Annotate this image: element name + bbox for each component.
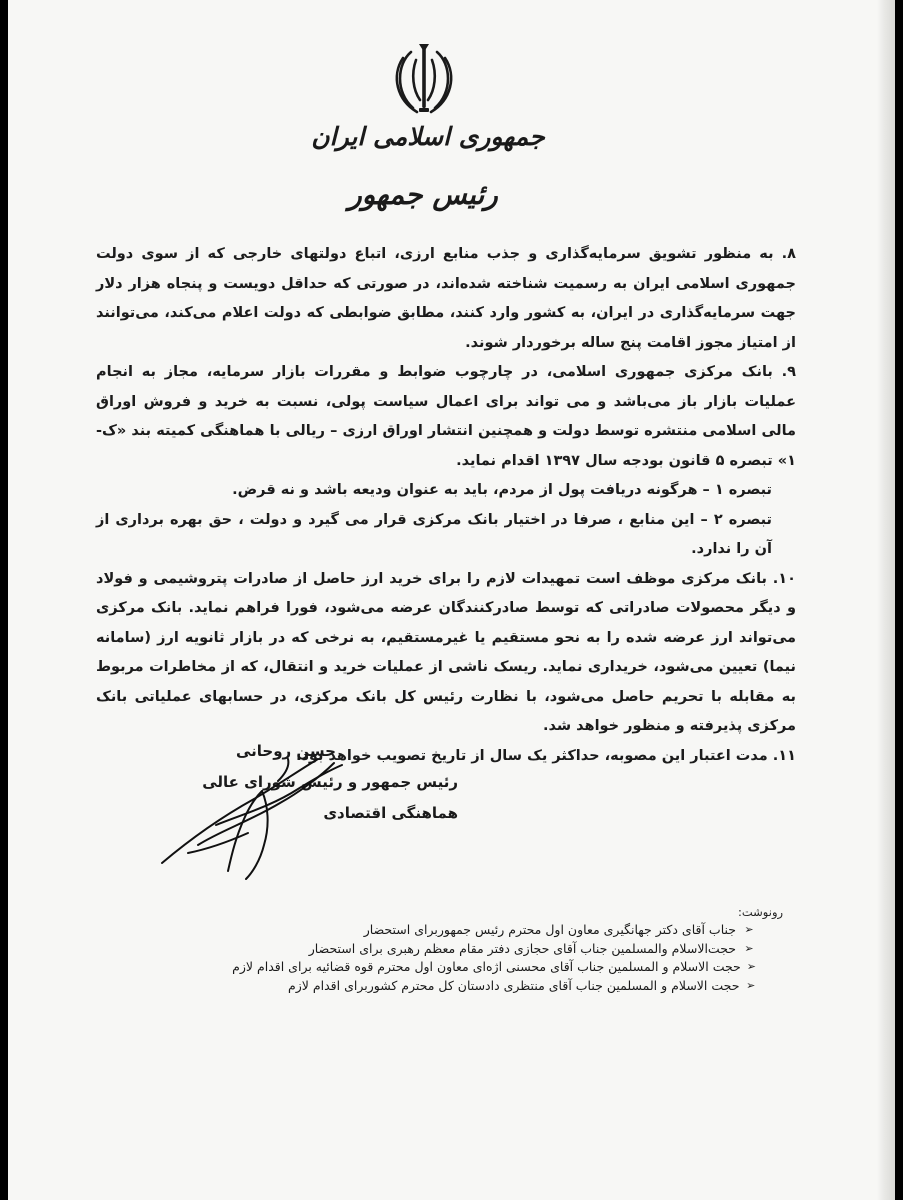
arrow-bullet-icon: ➢ xyxy=(746,960,756,973)
page-edge-shadow xyxy=(877,0,895,1200)
cc-recipient: ➢ حجت‌الاسلام والمسلمین جناب آقای حجازی دفتر مقام معظم رهبری برای استحضار xyxy=(288,940,756,959)
handwritten-signature xyxy=(158,745,358,885)
signatory-title-continued: هماهنگی اقتصادی xyxy=(323,804,458,822)
iran-emblem-icon xyxy=(389,42,459,118)
clause-10: ۱۰. بانک مرکزی موظف است تمهیدات لازم را برای خرید ارز حاصل از صادرات پتروشیمی و فولاد و دیگر محصولات صادراتی که توسط صادرکنندگان عرضه می‌شود، فورا فراهم نماید. بانک مرکزی می‌تواند ارز عرضه شده را به نحو مستقیم یا غیرمستقیم، به نرخی که در بازار ثانویه ارز (سامانه نیما) تعیین می‌شود، خریداری نماید. ریسک ناشی از عملیات خرید و انتقال، که از مخاطرات مربوط به مقابله با تحریم حاصل می‌شود، با نظارت رئیس کل بانک مرکزی، در حسابهای عملیاتی بانک مرکزی پذیرفته و منظور خواهد شد. xyxy=(96,570,796,734)
note-1: تبصره ۱ – هرگونه دریافت پول از مردم، باید به عنوان ودیعه باشد و نه قرض. xyxy=(232,482,772,498)
document-page xyxy=(8,0,895,1200)
cc-recipient: ➢ حجت الاسلام و المسلمین جناب آقای محسنی اژه‌ای معاون اول محترم قوه قضائیه برای اقدام لازم xyxy=(288,958,756,977)
arrow-bullet-icon: ➢ xyxy=(744,923,754,936)
cc-recipient: ➢ حجت الاسلام و المسلمین جناب آقای منتظری دادستان کل محترم کشوربرای اقدام لازم xyxy=(288,977,756,996)
clause-8: ۸. به منظور تشویق سرمایه‌گذاری و جذب منابع ارزی، اتباع دولتهای خارجی که از سوی دولت جمهوری اسلامی ایران به رسمیت شناخته شده‌اند، در صورتی که حداقل دویست و پنجاه هزار دلار جهت سرمایه‌گذاری در ایران، به کشور وارد کنند، مطابق ضوابطی که دولت اعلام می‌کند، می‌توانند از امتیاز مجوز اقامت پنج ساله برخوردار شوند. xyxy=(96,246,796,351)
clause-9: ۹. بانک مرکزی جمهوری اسلامی، در چارچوب ضوابط و مقررات بازار سرمایه، مجاز به انجام عملیات بازار باز می‌باشد و می تواند برای اعمال سیاست پولی، نسبت به خرید و فروش اوراق مالی اسلامی منتشره توسط دولت و همچنین انتشار اوراق ارزی – ریالی با هماهنگی کمیته بند «ک- ۱» تبصره ۵ قانون بودجه سال ۱۳۹۷ اقدام نماید. xyxy=(96,364,796,469)
cc-label: رونوشت: xyxy=(738,905,784,919)
arrow-bullet-icon: ➢ xyxy=(746,978,756,992)
office-title: رئیس جمهور xyxy=(348,178,498,211)
signatory-title: رئیس جمهور و رئیس شورای عالی xyxy=(202,773,458,791)
signatory-name: حسن روحانی xyxy=(235,742,336,760)
decree-body xyxy=(96,240,796,771)
cc-recipient: ➢ جناب آقای دکتر جهانگیری معاون اول محترم رئیس جمهوربرای استحضار xyxy=(288,921,756,940)
clause-11: ۱۱. مدت اعتبار این مصوبه، حداکثر یک سال از تاریخ تصویب خواهد بود. xyxy=(295,747,796,764)
arrow-bullet-icon: ➢ xyxy=(744,941,754,955)
country-title: جمهوری اسلامی ایران xyxy=(311,122,545,151)
note-2: تبصره ۲ – این منابع ، صرفا در اختیار بانک مرکزی قرار می گیرد و دولت ، حق بهره برداری از آن را ندارد. xyxy=(96,511,772,557)
cc-list xyxy=(232,921,756,995)
